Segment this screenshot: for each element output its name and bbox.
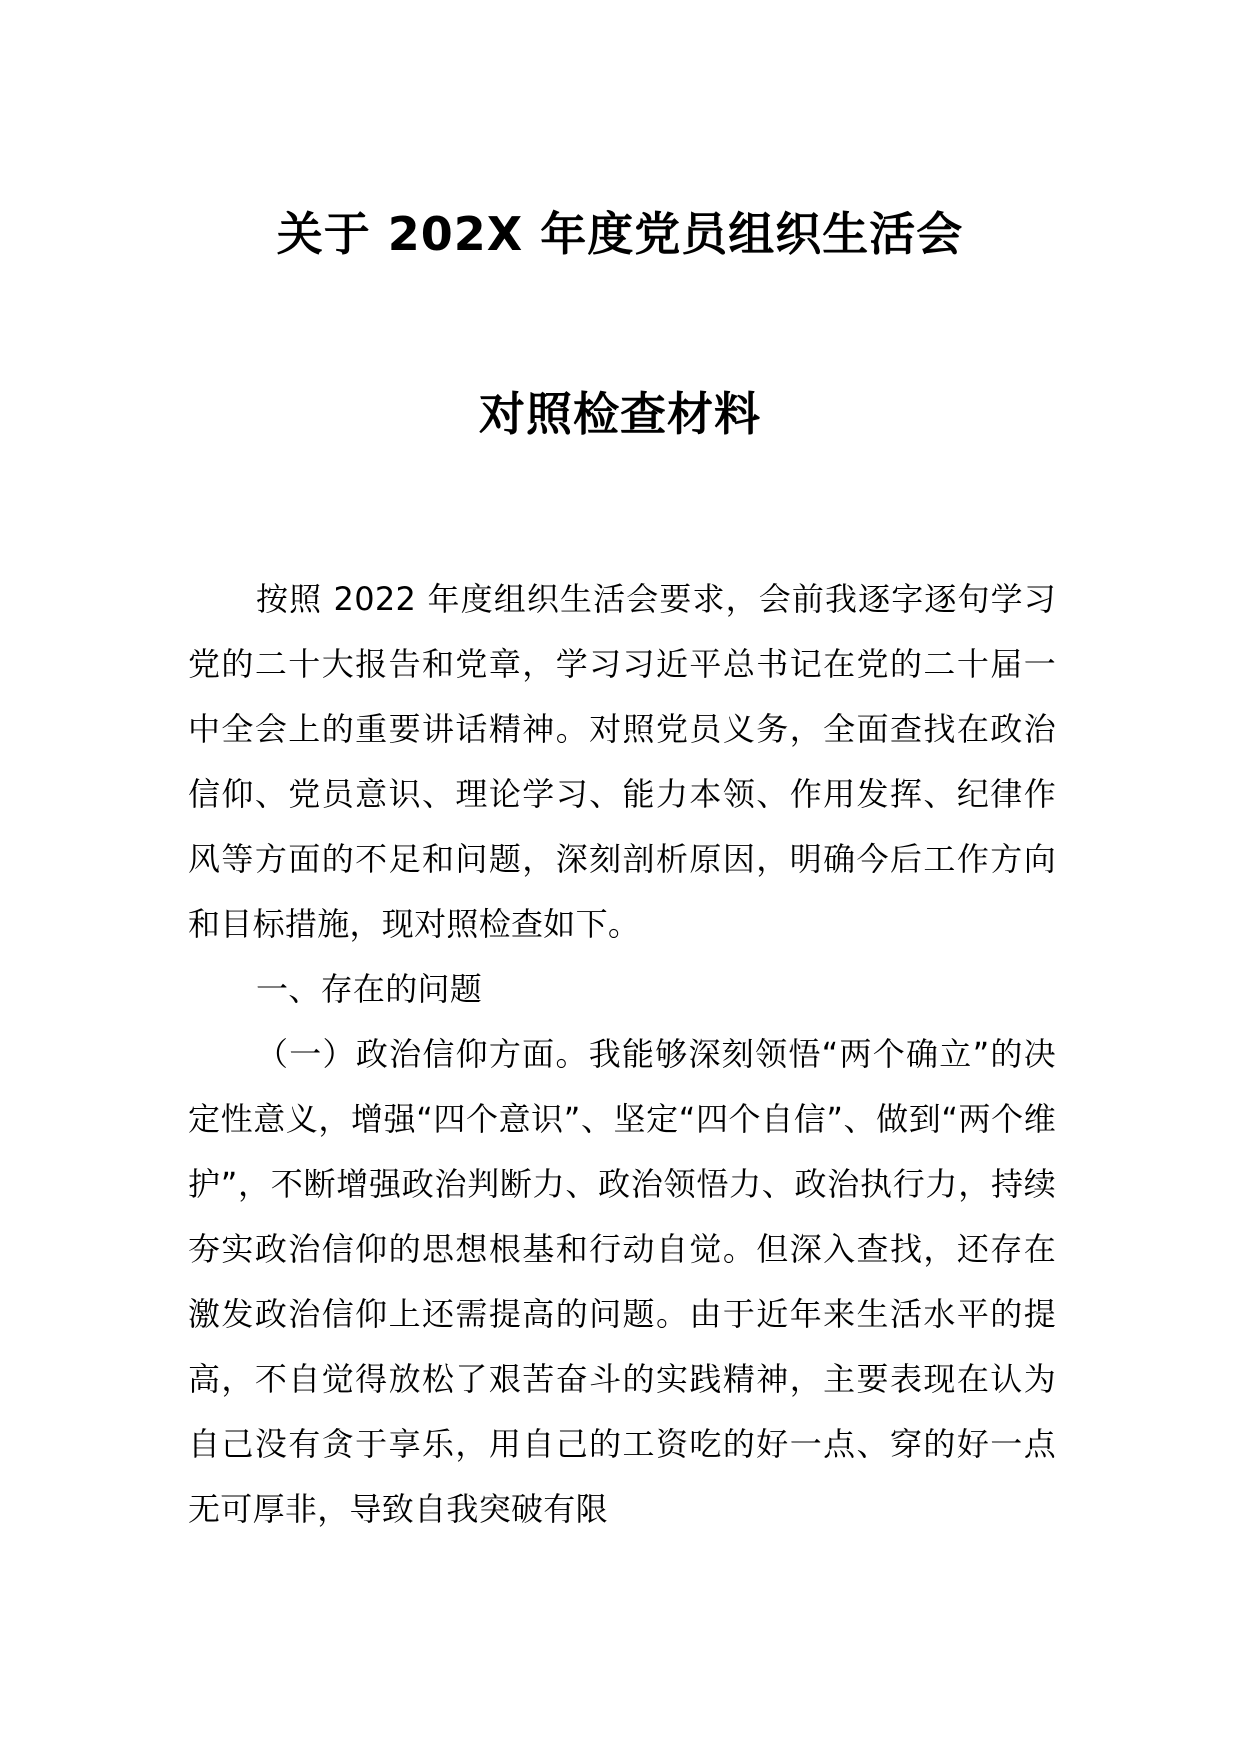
section-heading-problems: 一、存在的问题 [256,970,483,1008]
document-title-line-1: 关于 202X 年度党员组织生活会 [276,207,964,261]
document-body [188,567,1056,1542]
document-title-line-2: 对照检查材料 [479,387,761,441]
intro-paragraph: 按照 2022 年度组织生活会要求，会前我逐字逐句学习党的二十大报告和党章，学习习近平总书记在党的二十届一中全会上的重要讲话精神。对照党员义务，全面查找在政治信仰、党员意识、理论学习、能力本领、作用发挥、纪律作风等方面的不足和问题，深刻剖析原因，明确今后工作方向和目标措施，现对照检查如下。 [188,580,1056,943]
political-belief-paragraph: （一）政治信仰方面。我能够深刻领悟“两个确立”的决定性意义，增强“四个意识”、坚定“四个自信”、做到“两个维护”，不断增强政治判断力、政治领悟力、政治执行力，持续夯实政治信仰的思想根基和行动自觉。但深入查找，还存在激发政治信仰上还需提高的问题。由于近年来生活水平的提高，不自觉得放松了艰苦奋斗的实践精神，主要表现在认为自己没有贪于享乐，用自己的工资吃的好一点、穿的好一点无可厚非，导致自我突破有限 [188,1035,1056,1528]
